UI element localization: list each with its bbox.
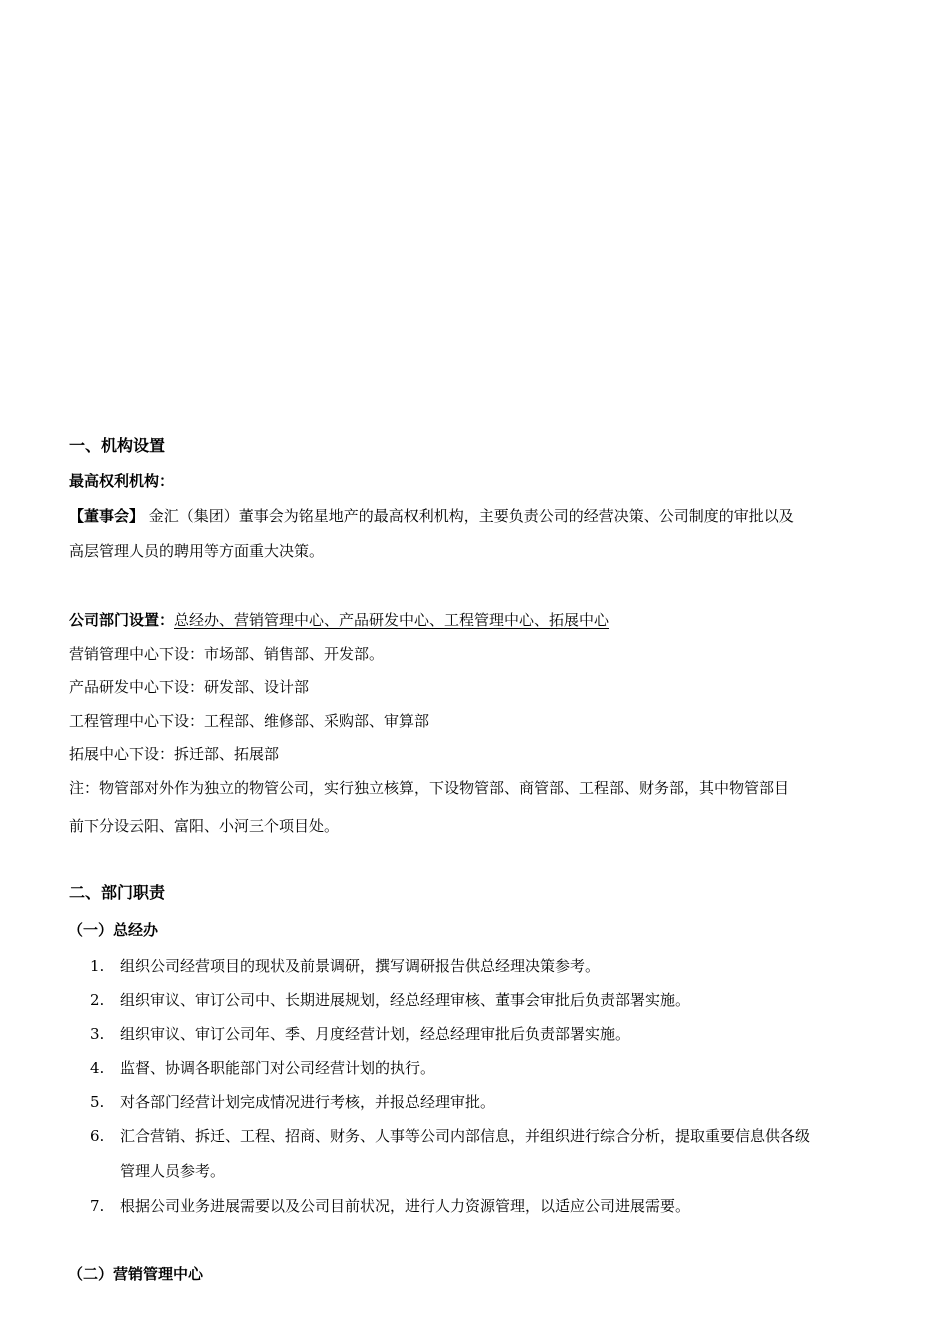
note-line1: 注：物管部对外作为独立的物管公司，实行独立核算，下设物管部、商管部、工程部、财务部，其中物管部目 (69, 779, 790, 797)
sub-line-rnd: 产品研发中心下设：研发部、设计部 (69, 678, 310, 696)
sub1-heading: （一）总经办 (68, 921, 159, 939)
section1-heading: 一、机构设置 (69, 436, 166, 455)
board-paragraph-line1 (69, 506, 794, 526)
list-item: 组织审议、审订公司中、长期进展规划，经总经理审核、董事会审批后负责部署实施。 (120, 991, 691, 1009)
list-item: 对各部门经营计划完成情况进行考核，并报总经理审批。 (120, 1093, 496, 1111)
note-line2: 前下分设云阳、富阳、小河三个项目处。 (69, 817, 340, 835)
list-number: 6. (90, 1127, 105, 1145)
list-item: 组织审议、审订公司年、季、月度经营计划，经总经理审批后负责部署实施。 (120, 1025, 631, 1043)
sub-line-marketing: 营销管理中心下设：市场部、销售部、开发部。 (69, 645, 385, 663)
list-item: 汇合营销、拆迁、工程、招商、财务、人事等公司内部信息，并组织进行综合分析，提取重要信息供各级 (120, 1127, 811, 1145)
list-number: 4. (90, 1059, 105, 1077)
board-text-line2: 高层管理人员的聘用等方面重大决策。 (69, 542, 325, 560)
list-item: 根据公司业务进展需要以及公司目前状况，进行人力资源管理，以适应公司进展需要。 (120, 1197, 691, 1215)
dept-setting-line (69, 610, 609, 630)
list-number: 7. (90, 1197, 105, 1215)
board-text-line1: 金汇（集团）董事会为铭星地产的最高权利机构，主要负责公司的经营决策、公司制度的审批以及 (148, 507, 794, 525)
list-number: 2. (90, 991, 105, 1009)
list-number: 3. (90, 1025, 105, 1043)
sub-line-expansion: 拓展中心下设：拆迁部、拓展部 (69, 745, 280, 763)
dept-list: 总经办、营销管理中心、产品研发中心、工程管理中心、拓展中心 (174, 611, 610, 629)
sub2-heading: （二）营销管理中心 (68, 1265, 204, 1283)
list-number: 5. (90, 1093, 105, 1111)
list-item-continuation: 管理人员参考。 (120, 1162, 226, 1180)
dept-label: 公司部门设置： (69, 611, 175, 629)
section2-heading: 二、部门职责 (69, 883, 166, 902)
top-authority-label: 最高权利机构： (69, 472, 175, 490)
list-item: 组织公司经营项目的现状及前景调研，撰写调研报告供总经理决策参考。 (120, 957, 601, 975)
board-label: 【董事会】 (69, 507, 145, 525)
sub-line-engineering: 工程管理中心下设：工程部、维修部、采购部、审算部 (69, 712, 430, 730)
list-item: 监督、协调各职能部门对公司经营计划的执行。 (120, 1059, 436, 1077)
list-number: 1. (90, 957, 105, 975)
